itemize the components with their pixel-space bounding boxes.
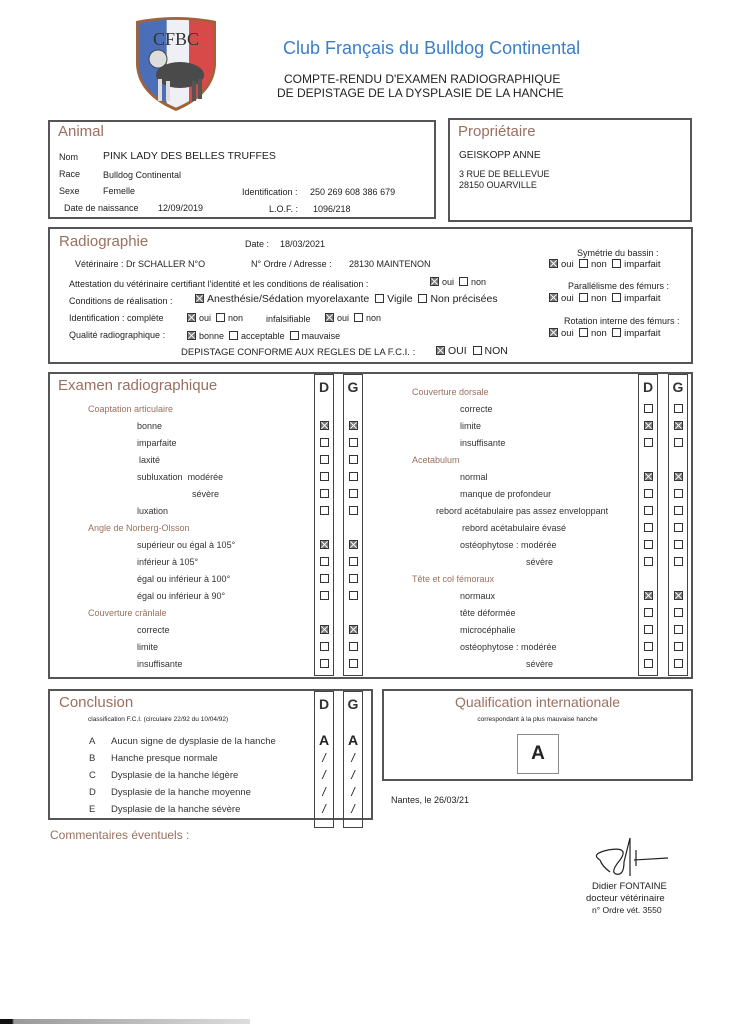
norberg-4-g-checkbox[interactable] xyxy=(349,591,358,600)
cranial-limite-g-checkbox[interactable] xyxy=(349,642,358,651)
norberg-heading: Angle de Norberg-Olsson xyxy=(88,523,190,533)
qualite-options: bonne acceptable mauvaise xyxy=(187,331,340,341)
conclusion-c-d-value: / xyxy=(322,768,326,782)
conclusion-letter-e: E xyxy=(89,804,96,815)
radio-date-label: Date : xyxy=(245,239,270,249)
attestation-non-checkbox[interactable] xyxy=(459,277,468,286)
dorsale-correcte-g-checkbox[interactable] xyxy=(674,404,683,413)
scan-bottom-edge xyxy=(0,1019,250,1024)
fci-non-checkbox[interactable] xyxy=(473,346,482,355)
conclusion-title: Conclusion xyxy=(59,694,134,711)
conclusion-subtitle: classification F.C.I. (circulaire 22/92 du 10/04/92) xyxy=(88,716,229,723)
conclusion-label-b: Hanche presque normale xyxy=(111,753,218,764)
cranial-correcte-g-checkbox[interactable] xyxy=(349,625,358,634)
naissance-label: Date de naissance xyxy=(64,203,139,213)
ident-non-checkbox[interactable] xyxy=(216,313,225,322)
acetabulum-osteo-moderee-d-checkbox[interactable] xyxy=(644,540,653,549)
dorsale-limite-d-checkbox[interactable] xyxy=(644,421,653,430)
symetrie-label: Symétrie du bassin : xyxy=(577,248,659,258)
tete-normaux: normaux xyxy=(460,591,496,601)
fci-label: DEPISTAGE CONFORME AUX REGLES DE LA F.C.I. : xyxy=(181,347,416,358)
conclusion-d-g-value: / xyxy=(351,785,355,799)
acetabulum-osteophytose-severe: sévère xyxy=(526,557,554,567)
document-title-2: DE DEPISTAGE DE LA DYSPLASIE DE LA HANCHE xyxy=(277,86,564,100)
norberg-3: égal ou inférieur à 100° xyxy=(137,574,231,584)
acetabulum-normal-d-checkbox[interactable] xyxy=(644,472,653,481)
cranial-correcte: correcte xyxy=(137,625,170,635)
sexe-value: Femelle xyxy=(103,186,136,196)
exam-right-col-d: D xyxy=(638,374,658,676)
conclusion-letter-d: D xyxy=(89,787,96,798)
cranial-limite-d-checkbox[interactable] xyxy=(320,642,329,651)
sexe-label: Sexe xyxy=(59,186,80,196)
cranial-insuffisante-g-checkbox[interactable] xyxy=(349,659,358,668)
subluxation-severe-g-checkbox[interactable] xyxy=(349,489,358,498)
coaptation-imparfaite-d-checkbox[interactable] xyxy=(320,438,329,447)
norberg-2-g-checkbox[interactable] xyxy=(349,557,358,566)
conclusion-a-g-value: A xyxy=(347,732,359,748)
acetabulum-enveloppant: rebord acétabulaire pas assez enveloppant xyxy=(436,506,609,516)
tete-deformee-g-checkbox[interactable] xyxy=(674,608,683,617)
signature-scribble xyxy=(590,832,670,882)
attestation-label: Attestation du vétérinaire certifiant l'identité et les conditions de réalisation : xyxy=(69,279,369,289)
cranial-insuffisante: insuffisante xyxy=(137,659,183,669)
tete-osteo-severe-g-checkbox[interactable] xyxy=(674,659,683,668)
conclusion-e-d-value: / xyxy=(322,802,326,816)
conclusion-col-d: D xyxy=(314,691,334,828)
dorsale-insuffisante: insuffisante xyxy=(460,438,506,448)
dorsale-correcte: correcte xyxy=(460,404,493,414)
radiography-title: Radiographie xyxy=(59,233,149,250)
subluxation-moderee-g-checkbox[interactable] xyxy=(349,472,358,481)
infalsifiable-options: oui non xyxy=(325,313,381,323)
coaptation-laxite-g-checkbox[interactable] xyxy=(349,455,358,464)
coaptation-bonne-d-checkbox[interactable] xyxy=(320,421,329,430)
dorsale-limite: limite xyxy=(460,421,482,431)
dorsale-insuffisante-d-checkbox[interactable] xyxy=(644,438,653,447)
qualite-acceptable-checkbox[interactable] xyxy=(229,331,238,340)
owner-title: Propriétaire xyxy=(458,123,536,140)
anesthesie-checkbox[interactable] xyxy=(195,294,204,303)
coaptation-heading: Coaptation articulaire xyxy=(88,404,174,414)
acetabulum-osteo-moderee-g-checkbox[interactable] xyxy=(674,540,683,549)
conclusion-b-g-value: / xyxy=(351,751,355,765)
qualification-title: Qualification internationale xyxy=(455,694,620,710)
conclusion-label-a: Aucun signe de dysplasie de la hanche xyxy=(111,736,276,747)
symetrie-imparfait-checkbox[interactable] xyxy=(612,259,621,268)
conclusion-label-c: Dysplasie de la hanche légère xyxy=(111,770,239,781)
ordre-value: 28130 MAINTENON xyxy=(349,259,431,269)
conclusion-letter-c: C xyxy=(89,770,96,781)
symetrie-options: oui non imparfait xyxy=(549,259,661,270)
conclusion-a-d-value: A xyxy=(318,732,330,748)
norberg-4: égal ou inférieur à 90° xyxy=(137,591,226,601)
qualite-label: Qualité radiographique : xyxy=(69,330,166,340)
coaptation-luxation: luxation xyxy=(137,506,169,516)
comments-label: Commentaires éventuels : xyxy=(50,828,190,842)
dorsale-insuffisante-g-checkbox[interactable] xyxy=(674,438,683,447)
parallelisme-label: Parallélisme des fémurs : xyxy=(568,281,670,291)
coaptation-bonne: bonne xyxy=(137,421,163,431)
acetabulum-profondeur-d-checkbox[interactable] xyxy=(644,489,653,498)
nom-label: Nom xyxy=(59,152,79,162)
ordre-label: N° Ordre / Adresse : xyxy=(251,259,332,269)
qualification-subtitle: correspondant à la plus mauvaise hanche xyxy=(477,716,598,723)
rotation-imparfait-checkbox[interactable] xyxy=(612,328,621,337)
conclusion-letter-b: B xyxy=(89,753,96,764)
race-value: Bulldog Continental xyxy=(103,170,182,180)
club-logo xyxy=(130,13,222,113)
lof-value: 1096/218 xyxy=(313,204,351,214)
svg-text:CFBC: CFBC xyxy=(152,29,200,49)
tete-microcephalie-d-checkbox[interactable] xyxy=(644,625,653,634)
infalsifiable-oui-checkbox[interactable] xyxy=(325,313,334,322)
ident-oui-checkbox[interactable] xyxy=(187,313,196,322)
luxation-d-checkbox[interactable] xyxy=(320,506,329,515)
coaptation-imparfaite: imparfaite xyxy=(137,438,177,448)
conclusion-label-e: Dysplasie de la hanche sévère xyxy=(111,804,241,815)
acetabulum-osteophytose-moderee: ostéophytose : modérée xyxy=(460,540,557,550)
infalsifiable-label: infalsifiable xyxy=(266,314,311,324)
tete-osteo-moderee-d-checkbox[interactable] xyxy=(644,642,653,651)
conclusion-letter-a: A xyxy=(89,736,96,747)
identification-label: Identification : xyxy=(242,187,298,197)
nom-value: PINK LADY DES BELLES TRUFFES xyxy=(103,150,276,162)
conclusion-e-g-value: / xyxy=(351,802,355,816)
qualite-mauvaise-checkbox[interactable] xyxy=(290,331,299,340)
attestation-oui-checkbox[interactable] xyxy=(430,277,439,286)
coaptation-laxite-d-checkbox[interactable] xyxy=(320,455,329,464)
owner-address-2: 28150 OUARVILLE xyxy=(459,180,537,190)
parallelisme-options: oui non imparfait xyxy=(549,293,661,304)
tete-osteo-moderee-g-checkbox[interactable] xyxy=(674,642,683,651)
tete-osteophytose-moderee: ostéophytose : modérée xyxy=(460,642,557,652)
tete-deformee: tête déformée xyxy=(460,608,516,618)
norberg-3-g-checkbox[interactable] xyxy=(349,574,358,583)
acetabulum-evase: rebord acétabulaire évasé xyxy=(462,523,567,533)
tete-normaux-d-checkbox[interactable] xyxy=(644,591,653,600)
vet-ordre: n° Ordre vét. 3550 xyxy=(592,905,662,915)
coaptation-subluxation-severe: sévère xyxy=(192,489,220,499)
identification-value: 250 269 608 386 679 xyxy=(310,187,396,197)
dorsale-limite-g-checkbox[interactable] xyxy=(674,421,683,430)
rotation-label: Rotation interne des fémurs : xyxy=(564,316,680,326)
lof-label: L.O.F. : xyxy=(269,204,299,214)
norberg-2-d-checkbox[interactable] xyxy=(320,557,329,566)
parallelisme-oui-checkbox[interactable] xyxy=(549,293,558,302)
acetabulum-evase-d-checkbox[interactable] xyxy=(644,523,653,532)
conditions-options: Anesthésie/Sédation myorelaxante Vigile Non précisées xyxy=(195,293,498,305)
fci-options: OUI NON xyxy=(436,345,508,357)
norberg-4-d-checkbox[interactable] xyxy=(320,591,329,600)
owner-address-1: 3 RUE DE BELLEVUE xyxy=(459,169,550,179)
tete-deformee-d-checkbox[interactable] xyxy=(644,608,653,617)
tete-osteo-severe-d-checkbox[interactable] xyxy=(644,659,653,668)
acetabulum-enveloppant-g-checkbox[interactable] xyxy=(674,506,683,515)
document-title-1: COMPTE-RENDU D'EXAMEN RADIOGRAPHIQUE xyxy=(284,72,561,86)
tete-microcephalie-g-checkbox[interactable] xyxy=(674,625,683,634)
exam-right-col-g: G xyxy=(668,374,688,676)
norberg-2: inférieur à 105° xyxy=(137,557,199,567)
exam-title: Examen radiographique xyxy=(58,377,218,394)
animal-title: Animal xyxy=(58,123,104,140)
vet-label: Vétérinaire : Dr SCHALLER N°O xyxy=(75,259,206,269)
exam-left-col-g: G xyxy=(343,374,363,676)
cranial-limite: limite xyxy=(137,642,159,652)
race-label: Race xyxy=(59,169,81,179)
cranial-correcte-d-checkbox[interactable] xyxy=(320,625,329,634)
rotation-options: oui non imparfait xyxy=(549,328,661,339)
infalsifiable-non-checkbox[interactable] xyxy=(354,313,363,322)
acetabulum-normal: normal xyxy=(460,472,488,482)
conclusion-label-d: Dysplasie de la hanche moyenne xyxy=(111,787,251,798)
conclusion-col-g: G xyxy=(343,691,363,828)
cranial-insuffisante-d-checkbox[interactable] xyxy=(320,659,329,668)
owner-name: GEISKOPP ANNE xyxy=(459,150,541,161)
attestation-options: oui non xyxy=(430,277,486,287)
naissance-value: 12/09/2019 xyxy=(158,203,204,213)
norberg-3-d-checkbox[interactable] xyxy=(320,574,329,583)
acetabulum-profondeur: manque de profondeur xyxy=(460,489,552,499)
subluxation-severe-d-checkbox[interactable] xyxy=(320,489,329,498)
radio-date-value: 18/03/2021 xyxy=(280,239,326,249)
qualite-bonne-checkbox[interactable] xyxy=(187,331,196,340)
conclusion-d-d-value: / xyxy=(322,785,326,799)
tete-microcephalie: microcéphalie xyxy=(460,625,516,635)
parallelisme-imparfait-checkbox[interactable] xyxy=(612,293,621,302)
subluxation-moderee-d-checkbox[interactable] xyxy=(320,472,329,481)
vet-title: docteur vétérinaire xyxy=(586,893,665,904)
symetrie-oui-checkbox[interactable] xyxy=(549,259,558,268)
acetabulum-normal-g-checkbox[interactable] xyxy=(674,472,683,481)
conditions-label: Conditions de réalisation : xyxy=(69,296,173,306)
acetabulum-profondeur-g-checkbox[interactable] xyxy=(674,489,683,498)
tete-heading: Tête et col fémoraux xyxy=(412,574,495,584)
acetabulum-osteo-severe-d-checkbox[interactable] xyxy=(644,557,653,566)
coaptation-imparfaite-g-checkbox[interactable] xyxy=(349,438,358,447)
place-date: Nantes, le 26/03/21 xyxy=(391,795,470,805)
dorsale-correcte-d-checkbox[interactable] xyxy=(644,404,653,413)
norberg-1-g-checkbox[interactable] xyxy=(349,540,358,549)
coaptation-laxite: laxité xyxy=(139,455,161,465)
luxation-g-checkbox[interactable] xyxy=(349,506,358,515)
norberg-1-d-checkbox[interactable] xyxy=(320,540,329,549)
fci-oui-checkbox[interactable] xyxy=(436,346,445,355)
acetabulum-enveloppant-d-checkbox[interactable] xyxy=(644,506,653,515)
conclusion-b-d-value: / xyxy=(322,751,326,765)
symetrie-non-checkbox[interactable] xyxy=(579,259,588,268)
conclusion-c-g-value: / xyxy=(351,768,355,782)
rotation-non-checkbox[interactable] xyxy=(579,328,588,337)
identification-complete-label: Identification : complète xyxy=(69,313,164,323)
non-precisees-checkbox[interactable] xyxy=(418,294,427,303)
exam-left-col-d: D xyxy=(314,374,334,676)
rotation-oui-checkbox[interactable] xyxy=(549,328,558,337)
acetabulum-osteo-severe-g-checkbox[interactable] xyxy=(674,557,683,566)
vet-name: Didier FONTAINE xyxy=(592,881,667,892)
coaptation-subluxation: subluxation modérée xyxy=(137,472,224,482)
norberg-1: supérieur ou égal à 105° xyxy=(137,540,236,550)
parallelisme-non-checkbox[interactable] xyxy=(579,293,588,302)
qualification-grade: A xyxy=(531,743,545,764)
dorsale-heading: Couverture dorsale xyxy=(412,387,489,397)
tete-osteophytose-severe: sévère xyxy=(526,659,554,669)
coaptation-bonne-g-checkbox[interactable] xyxy=(349,421,358,430)
club-name: Club Français du Bulldog Continental xyxy=(283,38,581,58)
acetabulum-heading: Acetabulum xyxy=(412,455,460,465)
tete-normaux-g-checkbox[interactable] xyxy=(674,591,683,600)
cranial-heading: Couverture crânlale xyxy=(88,608,167,618)
acetabulum-evase-g-checkbox[interactable] xyxy=(674,523,683,532)
vigile-checkbox[interactable] xyxy=(375,294,384,303)
identification-complete-options: oui non xyxy=(187,313,243,323)
